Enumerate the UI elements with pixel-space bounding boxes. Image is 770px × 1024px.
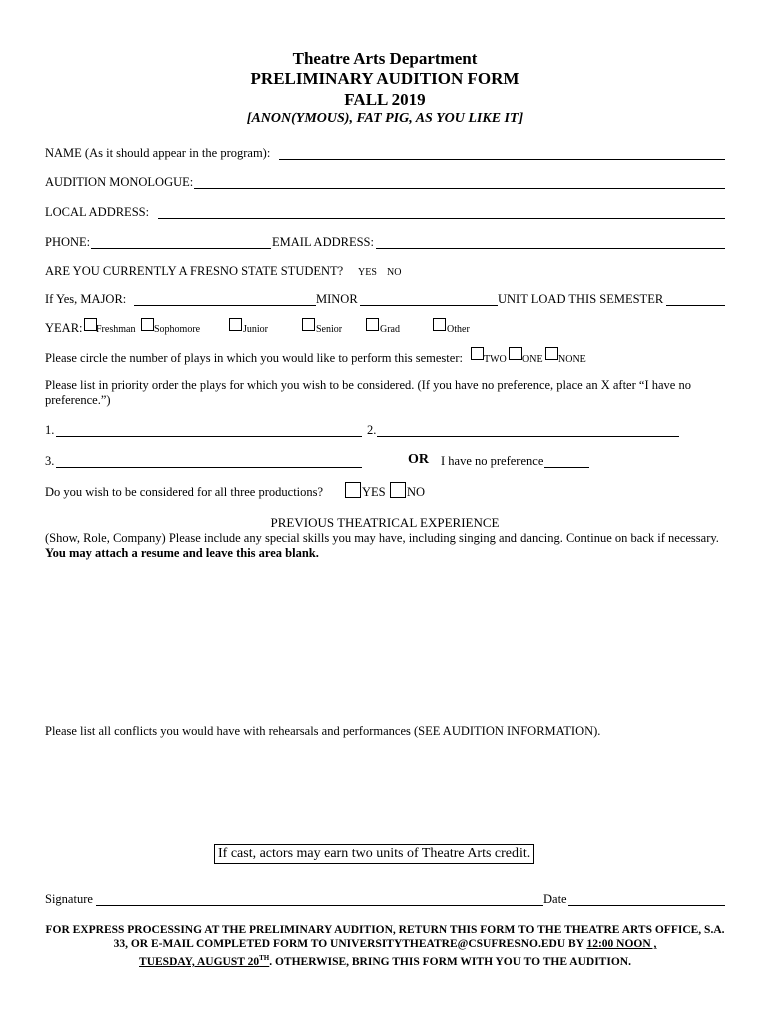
- sophomore-checkbox[interactable]: [141, 318, 154, 331]
- student-question: ARE YOU CURRENTLY A FRESNO STATE STUDENT?: [45, 264, 344, 278]
- submission-instructions: [40, 923, 730, 969]
- experience-area[interactable]: [45, 570, 725, 710]
- priority-item-3-label: 3.: [45, 454, 55, 468]
- phone-label: PHONE:: [45, 235, 91, 249]
- deadline-time: 12:00 NOON ,: [586, 938, 657, 950]
- date-field[interactable]: [568, 905, 725, 906]
- unit-load-field[interactable]: [666, 305, 725, 306]
- signature-field[interactable]: [96, 905, 543, 906]
- two-label: TWO: [484, 354, 507, 365]
- local-address-label: LOCAL ADDRESS:: [45, 205, 150, 219]
- credit-note: If cast, actors may earn two units of Theatre Arts credit.: [214, 844, 534, 864]
- none-checkbox[interactable]: [545, 347, 558, 360]
- one-checkbox[interactable]: [509, 347, 522, 360]
- name-field[interactable]: [279, 159, 725, 160]
- local-address-field[interactable]: [158, 218, 725, 219]
- no-preference-field[interactable]: [544, 467, 589, 468]
- conflicts-prompt: Please list all conflicts you would have with rehearsals and performances (SEE AUDITION INFORMATION).: [45, 724, 601, 738]
- plays-count-prompt: Please circle the number of plays in which you would like to perform this semester:: [45, 351, 463, 365]
- email-label: EMAIL ADDRESS:: [272, 235, 374, 249]
- all-three-no-checkbox[interactable]: [390, 482, 406, 498]
- other-checkbox[interactable]: [433, 318, 446, 331]
- priority-instructions: Please list in priority order the plays for which you wish to be considered. (If you have no preference, place an X after “I have no preference.”): [45, 378, 691, 407]
- year-label: YEAR:: [45, 321, 83, 335]
- date-label: Date: [543, 892, 567, 906]
- unit-load-label: UNIT LOAD THIS SEMESTER: [498, 292, 664, 306]
- conflicts-area[interactable]: [45, 745, 725, 835]
- major-label: If Yes, MAJOR:: [45, 292, 127, 306]
- or-label: OR: [408, 452, 429, 467]
- major-field[interactable]: [134, 305, 316, 306]
- priority-item-3-field[interactable]: [56, 467, 362, 468]
- department-title: Theatre Arts Department: [292, 49, 478, 68]
- junior-label: Junior: [243, 324, 268, 335]
- no-preference-label: I have no preference: [441, 454, 544, 468]
- phone-field[interactable]: [91, 248, 271, 249]
- all-three-no-label: NO: [407, 485, 426, 499]
- none-label: NONE: [558, 354, 586, 365]
- minor-label: MINOR: [316, 292, 358, 306]
- deadline-date: [139, 956, 269, 968]
- all-three-question: Do you wish to be considered for all three productions?: [45, 485, 324, 499]
- name-label: NAME (As it should appear in the program):: [45, 146, 271, 160]
- form-title: PRELIMINARY AUDITION FORM: [250, 69, 520, 88]
- email-field[interactable]: [376, 248, 725, 249]
- other-label: Other: [447, 324, 470, 335]
- term-title: FALL 2019: [344, 90, 426, 109]
- experience-heading: PREVIOUS THEATRICAL EXPERIENCE: [270, 515, 500, 530]
- senior-label: Senior: [316, 324, 343, 335]
- submission-text: FOR EXPRESS PROCESSING AT THE PRELIMINARY AUDITION, RETURN THIS FORM TO THE THEATRE ARTS OFFICE, S.A. 33, OR E-MAIL COMPLETED FORM TO UNIVERSITYTHEATRE@CSUFRESNO.EDU BY: [45, 924, 725, 950]
- resume-note: You may attach a resume and leave this area blank.: [45, 546, 319, 560]
- signature-label: Signature: [45, 892, 93, 906]
- all-three-yes-checkbox[interactable]: [345, 482, 361, 498]
- experience-instructions: [45, 531, 725, 561]
- submission-text-end: . OTHERWISE, BRING THIS FORM WITH YOU TO THE AUDITION.: [269, 955, 631, 968]
- junior-checkbox[interactable]: [229, 318, 242, 331]
- deadline-date-text: TUESDAY, AUGUST 20: [139, 955, 260, 968]
- deadline-date-suffix: TH: [259, 954, 270, 962]
- grad-label: Grad: [380, 324, 400, 335]
- senior-checkbox[interactable]: [302, 318, 315, 331]
- all-three-yes-label: YES: [362, 485, 386, 499]
- student-no-option[interactable]: NO: [387, 267, 402, 278]
- priority-item-2-field[interactable]: [377, 436, 679, 437]
- two-checkbox[interactable]: [471, 347, 484, 360]
- monologue-field[interactable]: [194, 188, 725, 189]
- plays-subtitle: [ANON(YMOUS), FAT PIG, AS YOU LIKE IT]: [246, 111, 524, 126]
- experience-text: (Show, Role, Company) Please include any special skills you may have, including singing and dancing. Continue on back if necessary.: [45, 531, 719, 545]
- student-yes-option[interactable]: YES: [358, 267, 377, 278]
- priority-item-1-field[interactable]: [56, 436, 362, 437]
- sophomore-label: Sophomore: [154, 324, 201, 335]
- grad-checkbox[interactable]: [366, 318, 379, 331]
- one-label: ONE: [522, 354, 543, 365]
- freshman-label: Freshman: [96, 324, 136, 335]
- priority-item-1-label: 1.: [45, 423, 55, 437]
- priority-item-2-label: 2.: [367, 423, 377, 437]
- minor-field[interactable]: [360, 305, 498, 306]
- monologue-label: AUDITION MONOLOGUE:: [45, 175, 194, 189]
